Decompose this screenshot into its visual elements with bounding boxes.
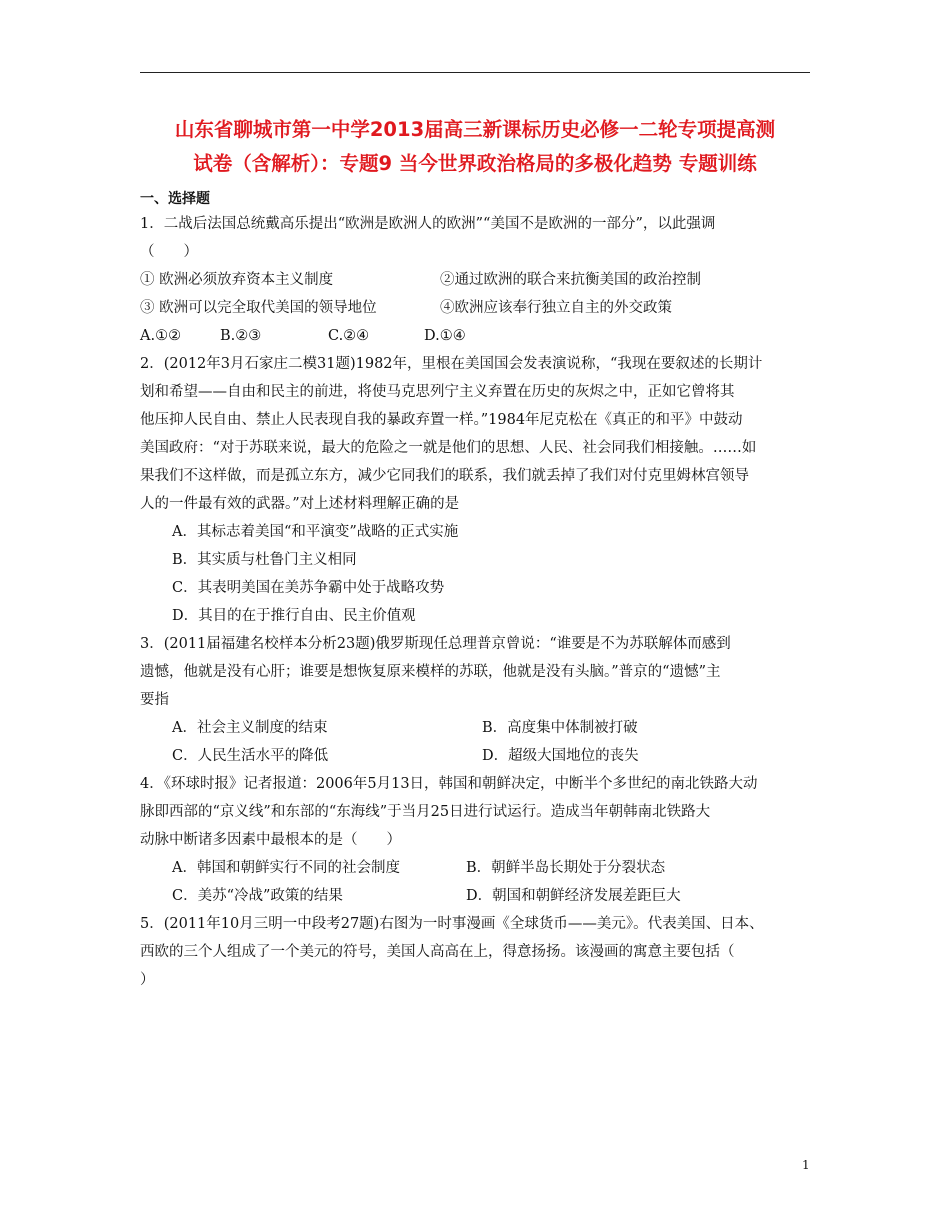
q2-option-a: A．其标志着美国“和平演变”战略的正式实施 — [172, 524, 459, 540]
section-heading: 一、选择题 — [140, 191, 210, 207]
q3-stem-line-1: 3．(2011届福建名校样本分析23题)俄罗斯现任总理普京曾说：“谁要是不为苏联解体而感到 — [140, 636, 731, 652]
q1-option-4: ④欧洲应该奉行独立自主的外交政策 — [440, 300, 672, 316]
q1-option-2: ②通过欧洲的联合来抗衡美国的政治控制 — [440, 272, 701, 288]
q3-option-d: D．超级大国地位的丧失 — [482, 748, 639, 764]
q4-stem-line-2: 脉即西部的“京义线”和东部的“东海线”于当月25日进行试运行。造成当年朝韩南北铁路大 — [140, 804, 711, 820]
title-line-2: 试卷（含解析）：专题9 当今世界政治格局的多极化趋势 专题训练 — [193, 152, 757, 175]
q2-stem-line-4: 美国政府：“对于苏联来说，最大的危险之一就是他们的思想、人民、社会同我们相接触。……如 — [140, 440, 757, 456]
q3-stem-line-2: 遗憾，他就是没有心肝；谁要是想恢复原来模样的苏联，他就是没有头脑。”普京的“遗憾”主 — [140, 664, 721, 680]
q2-stem-line-5: 果我们不这样做，而是孤立东方，减少它同我们的联系，我们就丢掉了我们对付克里姆林宫领导 — [140, 468, 749, 484]
q4-option-c: C．美苏“冷战”政策的结果 — [172, 888, 343, 904]
page-number: 1 — [802, 1158, 810, 1172]
title-line-1: 山东省聊城市第一中学2013届高三新课标历史必修一二轮专项提高测 — [174, 118, 776, 141]
q1-stem-line-2: （ ） — [140, 244, 198, 260]
q2-option-d: D．其目的在于推行自由、民主价值观 — [172, 608, 416, 624]
q1-choice-d: D.①④ — [424, 328, 466, 344]
q4-stem-line-3: 动脉中断诸多因素中最根本的是（ ） — [140, 832, 401, 848]
q2-stem-line-6: 人的一件最有效的武器。”对上述材料理解正确的是 — [140, 496, 460, 512]
q3-option-a: A．社会主义制度的结束 — [172, 720, 328, 736]
q1-choice-a: A.①② — [140, 328, 182, 344]
q5-stem-line-2: 西欧的三个人组成了一个美元的符号，美国人高高在上，得意扬扬。该漫画的寓意主要包括（ — [140, 944, 735, 960]
q2-stem-line-1: 2．(2012年3月石家庄二模31题)1982年，里根在美国国会发表演说称，“我现在要叙述的长期计 — [140, 356, 763, 372]
q2-option-b: B．其实质与杜鲁门主义相同 — [172, 552, 357, 568]
q4-stem-line-1: 4．《环球时报》记者报道：2006年5月13日，韩国和朝鲜决定，中断半个多世纪的南北铁路大动 — [140, 776, 758, 792]
q4-option-a: A．韩国和朝鲜实行不同的社会制度 — [172, 860, 400, 876]
header-rule — [140, 72, 810, 73]
q3-option-c: C．人民生活水平的降低 — [172, 748, 329, 764]
q5-stem-line-1: 5．(2011年10月三明一中段考27题)右图为一时事漫画《全球货币——美元》。代表美国、日本、 — [140, 916, 764, 932]
q1-choice-c: C.②④ — [328, 328, 370, 344]
q2-option-c: C．其表明美国在美苏争霸中处于战略攻势 — [172, 580, 445, 596]
q5-stem-line-3: ） — [140, 972, 155, 988]
q2-stem-line-2: 划和希望——自由和民主的前进，将使马克思列宁主义弃置在历史的灰烬之中，正如它曾将其 — [140, 384, 735, 400]
q1-option-1: ① 欧洲必须放弃资本主义制度 — [140, 272, 334, 288]
q1-choice-b: B.②③ — [220, 328, 262, 344]
q1-option-3: ③ 欧洲可以完全取代美国的领导地位 — [140, 300, 377, 316]
q3-stem-line-3: 要指 — [140, 692, 169, 708]
q4-option-d: D．朝国和朝鲜经济发展差距巨大 — [466, 888, 681, 904]
q2-stem-line-3: 他压抑人民自由、禁止人民表现自我的暴政弃置一样。”1984年尼克松在《真正的和平》中鼓动 — [140, 412, 743, 428]
q4-option-b: B．朝鲜半岛长期处于分裂状态 — [466, 860, 666, 876]
q1-stem-line-1: 1．二战后法国总统戴高乐提出“欧洲是欧洲人的欧洲”“美国不是欧洲的一部分”，以此强调 — [140, 216, 716, 232]
q3-option-b: B．高度集中体制被打破 — [482, 720, 638, 736]
